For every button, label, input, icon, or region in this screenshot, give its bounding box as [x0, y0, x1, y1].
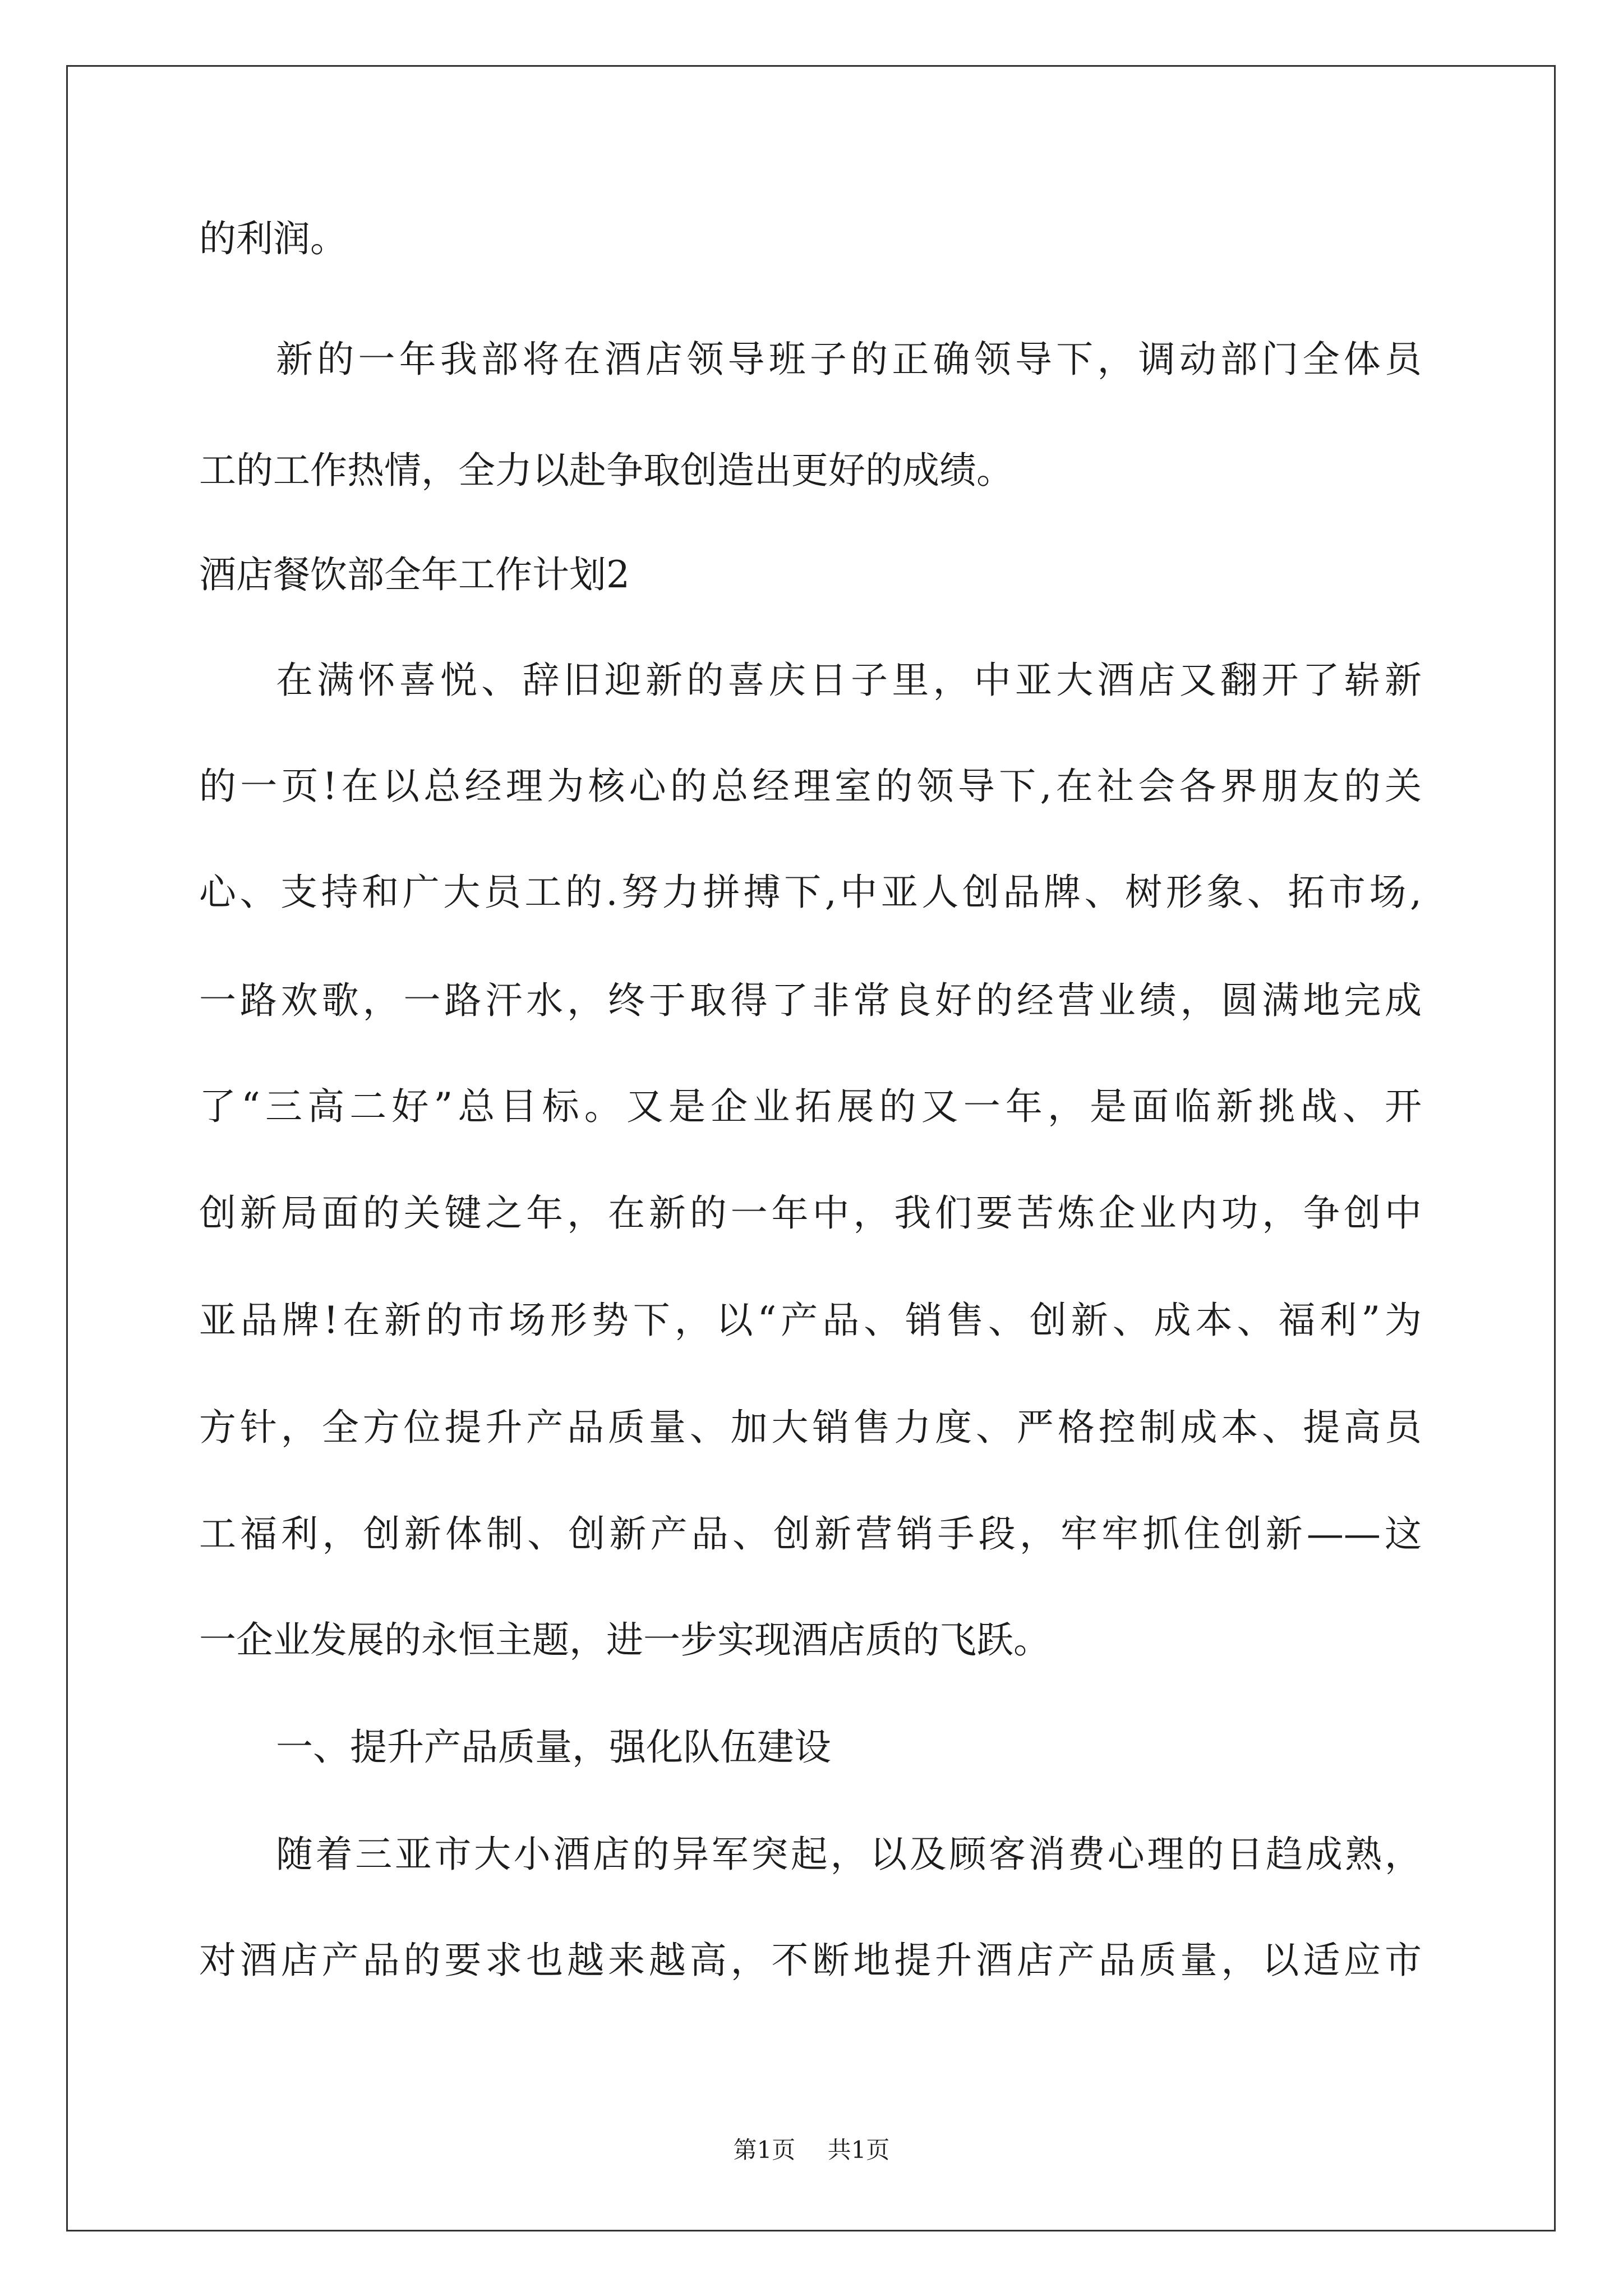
paragraph-line: 工的工作热情，全力以赴争取创造出更好的成绩。 — [199, 449, 1013, 492]
page-number: 第1页 — [733, 2136, 796, 2164]
paragraph-line: 对酒店产品的要求也越来越高，不断地提升酒店产品质量，以适应市 — [199, 1939, 1422, 1982]
page-border — [66, 65, 1556, 2231]
page-footer — [0, 2138, 1623, 2162]
paragraph-line: 一企业发展的永恒主题，进一步实现酒店质的飞跃。 — [199, 1618, 1050, 1662]
paragraph-line: 一路欢歌，一路汗水，终于取得了非常良好的经营业绩，圆满地完成 — [199, 979, 1422, 1022]
paragraph-line: 创新局面的关键之年，在新的一年中，我们要苦炼企业内功，争创中 — [199, 1191, 1422, 1235]
paragraph-line: 了“三高二好”总目标。又是企业拓展的又一年，是面临新挑战、开 — [199, 1085, 1422, 1128]
paragraph-line: 工福利，创新体制、创新产品、创新营销手段，牢牢抓住创新——这 — [199, 1512, 1422, 1556]
paragraph-line: 的利润。 — [199, 217, 347, 260]
paragraph-line: 的一页!在以总经理为核心的总经理室的领导下,在社会各界朋友的关 — [199, 765, 1422, 808]
subsection-heading: 一、提升产品质量，强化队伍建设 — [276, 1726, 831, 1769]
page-total: 共1页 — [827, 2136, 890, 2164]
paragraph-line: 亚品牌!在新的市场形势下，以“产品、销售、创新、成本、福利”为 — [199, 1299, 1422, 1342]
paragraph-line: 新的一年我部将在酒店领导班子的正确领导下，调动部门全体员 — [276, 338, 1422, 381]
section-title: 酒店餐饮部全年工作计划2 — [199, 553, 630, 596]
paragraph-line: 随着三亚市大小酒店的异军突起，以及顾客消费心理的日趋成熟， — [276, 1833, 1422, 1876]
paragraph-line: 在满怀喜悦、辞旧迎新的喜庆日子里，中亚大酒店又翻开了崭新 — [276, 659, 1422, 702]
paragraph-line: 方针，全方位提升产品质量、加大销售力度、严格控制成本、提高员 — [199, 1406, 1422, 1449]
paragraph-line: 心、支持和广大员工的.努力拼搏下,中亚人创品牌、树形象、拓市场, — [199, 871, 1422, 914]
